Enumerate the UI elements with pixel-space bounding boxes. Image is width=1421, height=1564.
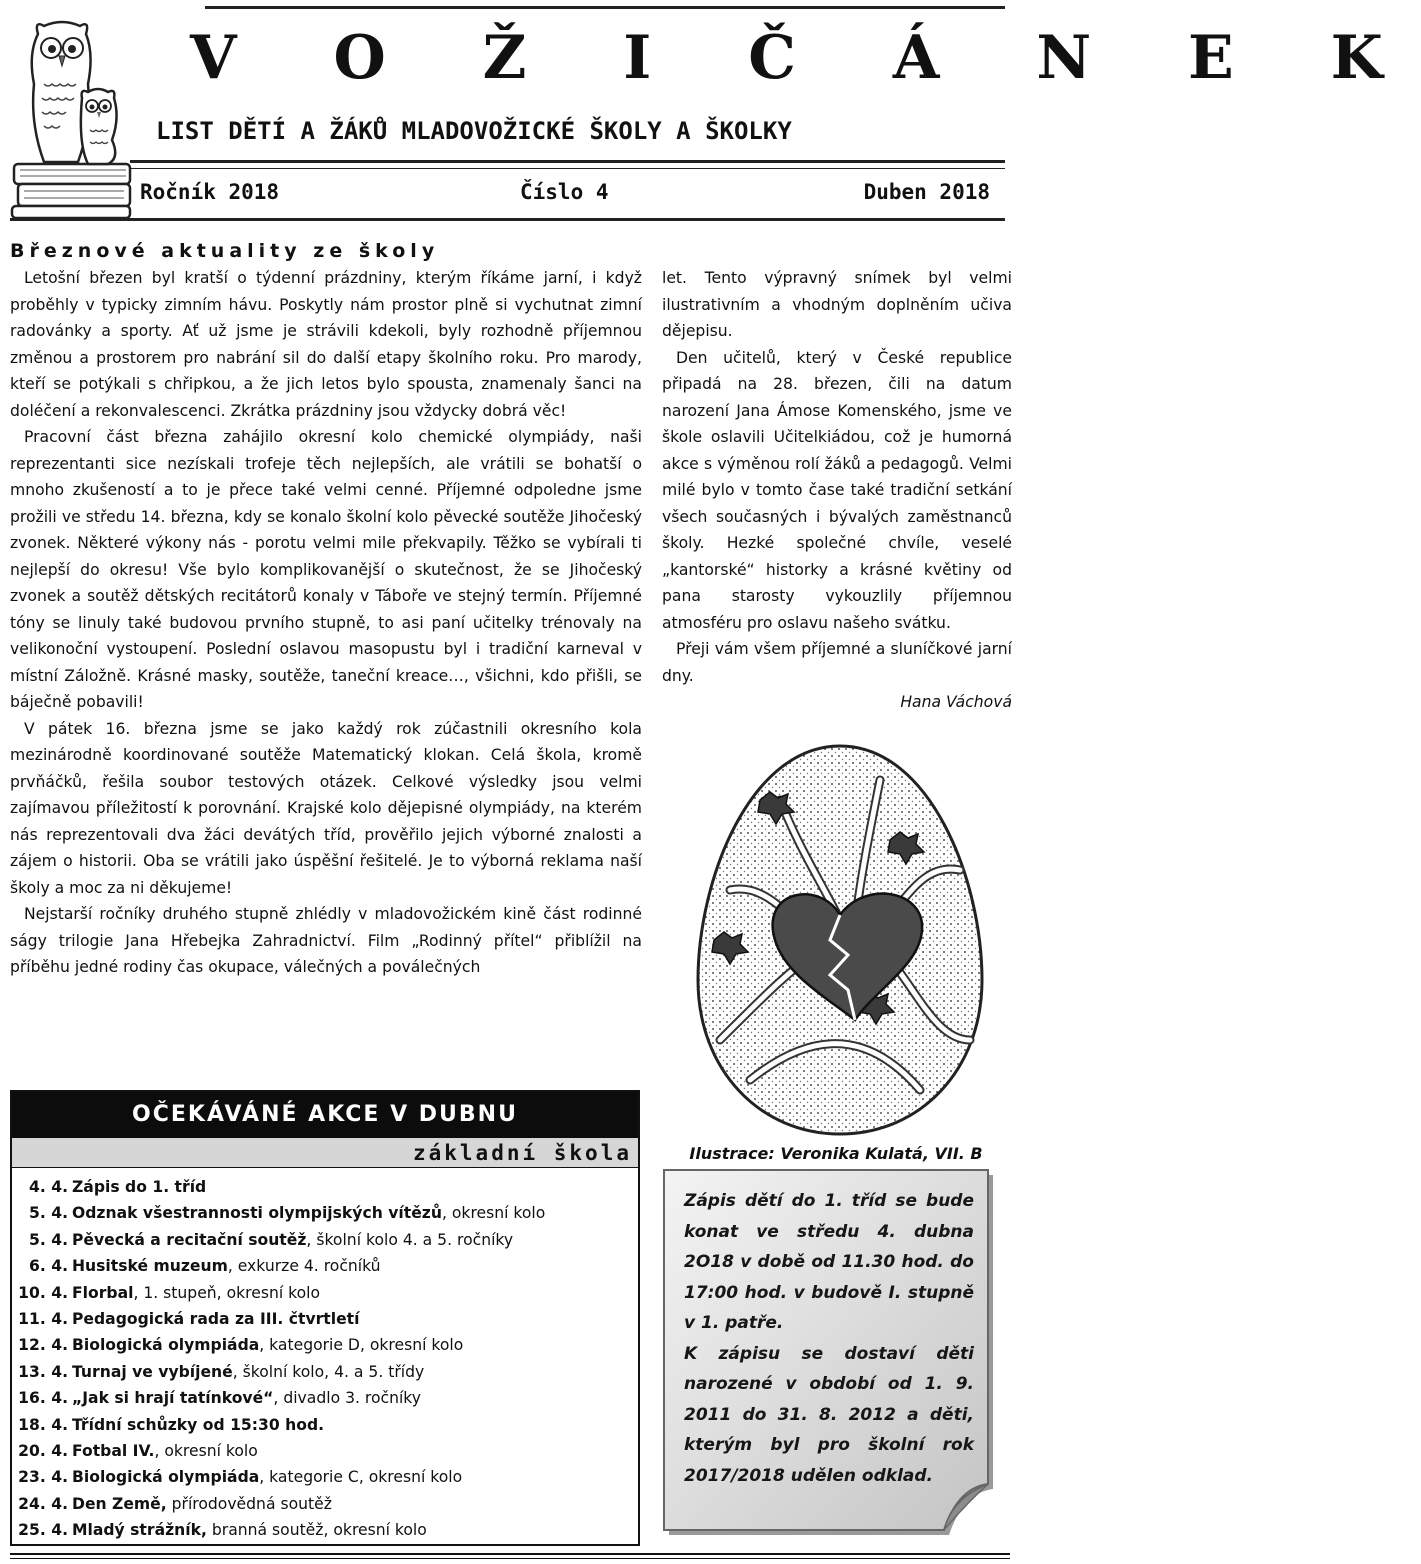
event-detail: , 1. stupeň, okresní kolo [133,1283,321,1302]
owls-on-books-logo [8,14,136,219]
event-name: Pěvecká a recitační soutěž [72,1230,307,1249]
event-item [12,1385,638,1411]
event-detail: branná soutěž, okresní kolo [206,1521,427,1540]
event-date: 6. 4. [29,1257,68,1276]
article-column-left [10,265,642,1065]
event-name: Odznak všestrannosti olympijských vítězů [72,1204,442,1223]
masthead-divider [130,160,1005,163]
enrollment-notice [660,1168,996,1536]
article-paragraph: Nejstarší ročníky druhého stupně zhlédly v mladovožickém kině část rodinné ságy trilogie Jana Hřebejka Zahradnictví. Film „Rodinný přítel“ přiblížil na příběhu jedné rodiny čas okupace, válečných a poválečných [10,905,642,976]
event-detail: přírodovědná soutěž [166,1494,332,1513]
event-item [12,1491,638,1517]
article-heading: Březnové aktuality ze školy [10,240,440,262]
event-name: „Jak si hrají tatínkové“ [72,1389,274,1408]
event-date: 20. 4. [18,1442,68,1461]
event-date: 25. 4. [18,1521,68,1540]
event-detail: , divadlo 3. ročníky [273,1389,421,1408]
event-name: Turnaj ve vybíjené [72,1362,233,1381]
event-detail: , kategorie D, okresní kolo [259,1336,464,1355]
event-item [12,1332,638,1358]
event-date: 5. 4. [29,1204,68,1223]
article-author: Hana Váchová [900,693,1012,711]
page-bottom-rule-thin [10,1558,1010,1559]
event-item [12,1464,638,1490]
issue-date: Duben 2018 [863,180,990,204]
event-detail: , exkurze 4. ročníků [227,1257,381,1276]
event-date: 23. 4. [18,1468,68,1487]
issue-number: Číslo 4 [520,180,609,204]
event-name: Mladý strážník, [72,1521,207,1540]
event-name: Třídní schůzky od 15:30 hod. [72,1415,325,1434]
notice-paragraph: K zápisu se dostaví děti narozené v období od 1. 9. 2011 do 31. 8. 2012 a děti, kterým byl pro školní rok 2017/2018 udělen odklad. [684,1343,974,1486]
event-item [12,1438,638,1464]
event-date: 13. 4. [18,1362,68,1381]
event-name: Biologická olympiáda [72,1336,260,1355]
event-detail: , kategorie C, okresní kolo [259,1468,463,1487]
article-paragraph: V pátek 16. března jsme se jako každý rok zúčastnili okresního kola mezinárodně koordinované soutěže Matematický klokan. Celá škola, kromě prvňáčků, řešila soubor testových otázek. Celkové výsledky jsou velmi zajímavou příležitostí k porovnání. Krajské kolo dějepisné olympiády, na kterém nás reprezentovali dva žáci devátých tříd, prověřilo jejich výborné znalosti a zájem o historii. Oba se vrátili jako úspěšní řešitelé. Je to výborná reklama naší školy a moc za ni děkujeme! [10,719,642,897]
volume-label: Ročník 2018 [140,180,280,204]
event-item [12,1517,638,1543]
event-detail: , okresní kolo [154,1442,258,1461]
event-name: Den Země, [72,1494,167,1513]
event-item [12,1412,638,1438]
event-date: 12. 4. [18,1336,68,1355]
issue-info-row [140,177,990,207]
event-item [12,1174,638,1200]
illustration-caption: Ilustrace: Veronika Kulatá, VII. B [689,1144,983,1163]
event-name: Husitské muzeum [72,1257,228,1276]
enrollment-notice-text [684,1186,974,1491]
events-list [12,1174,638,1544]
newsletter-subtitle: LIST DĚTÍ A ŽÁKŮ MLADOVOŽICKÉ ŠKOLY A ŠKOLKY [156,117,792,145]
event-date: 5. 4. [29,1230,68,1249]
page-bottom-rule [10,1553,1010,1555]
event-detail: , školní kolo, 4. a 5. třídy [232,1362,425,1381]
event-date: 11. 4. [18,1310,68,1329]
article-paragraph: Den učitelů, který v České republice připadá na 28. březen, čili na datum narození Jana Ámose Komenského, jsme ve škole oslavili Učitelkiádou, což je humorná akce s výměnou rolí žáků a pedagogů. Velmi milé bylo v tomto čase také tradiční setkání všech současných i bývalých zaměstnanců školy. Hezké společné chvíle, veselé „kantorské“ historky a krásné květiny od pana starosty vykouzlily příjemnou atmosféru pro oslavu našeho svátku. [662,348,1012,632]
event-date: 18. 4. [18,1415,68,1434]
event-item [12,1253,638,1279]
event-date: 24. 4. [18,1494,68,1513]
events-subtitle: základní škola [12,1138,638,1168]
article-paragraph: Přeji vám všem příjemné a sluníčkové jarní dny. [662,640,1012,685]
event-item [12,1227,638,1253]
easter-egg-broken-heart-illustration [690,740,990,1140]
upcoming-events-box [10,1090,640,1546]
event-date: 4. 4. [29,1178,68,1196]
notice-paragraph: Zápis dětí do 1. tříd se bude konat ve středu 4. dubna 2O18 v době od 11.30 hod. do 17:00 hod. v budově I. stupně v 1. patře. [684,1191,974,1333]
event-name: Zápis do 1. tříd [72,1178,207,1196]
masthead-top-rule [205,6,1005,9]
article-paragraph: let. Tento výpravný snímek byl velmi ilustrativním a vhodným doplněním učiva dějepisu. [662,269,1012,340]
event-name: Biologická olympiáda [72,1468,260,1487]
event-name: Pedagogická rada za III. čtvrtletí [72,1310,360,1329]
masthead-bottom-rule [10,218,1005,221]
masthead [0,0,1421,225]
event-detail: , okresní kolo [441,1204,546,1223]
events-title: OČEKÁVÁNÉ AKCE V DUBNU [12,1092,638,1138]
event-item [12,1359,638,1385]
event-date: 10. 4. [18,1283,68,1302]
event-name: Fotbal IV. [72,1442,155,1461]
event-item [12,1280,638,1306]
article-paragraph: Pracovní část března zahájilo okresní kolo chemické olympiády, naši reprezentanti sice nezískali trofeje těch nejlepších, ale vrátili se bohatší o mnoho zkušeností a to je přece také velmi cenné. Příjemné odpoledne jsme prožili ve středu 14. března, kdy se konalo školní kolo pěvecké soutěže Jihočeský zvonek. Některé výkony nás - porotu velmi mile překvapily. Těžko se vybírali ti nejlepší do okresu! Vše bylo komplikovanější o skutečnost, že se Jihočeský zvonek a soutěž dětských recitátorů konaly v Táboře ve stejný termín. Příjemné tóny se linuly také budovou prvního stupně, to asi paní učitelky trénovaly na velikonoční vystoupení. Poslední oslavou masopustu byl i tradiční karneval v místní Záložně. Krásné masky, soutěže, taneční kreace…, všichni, kdo přišli, se báječně pobavili! [10,428,642,711]
event-date: 16. 4. [18,1389,68,1408]
article-column-right [662,265,1012,716]
event-detail: , školní kolo 4. a 5. ročníky [306,1230,514,1249]
article-paragraph: Letošní březen byl kratší o týdenní prázdniny, kterým říkáme jarní, i když proběhly v typicky zimním hávu. Poskytly nám prostor plně si vychutnat zimní radovánky a sporty. Ať už jsme je strávili kdekoli, byly rozhodně příjemnou změnou a prostorem pro nabrání sil do další etapy školního roku. Pro marody, kteří se potýkali s chřipkou, a že jich letos bylo spousta, znamenaly šanci na doléčení a rekonvalescenci. Zkrátka prázdniny jsou vždycky dobrá věc! [10,269,642,420]
event-name: Florbal [72,1283,134,1302]
event-item [12,1200,638,1226]
masthead-divider-thin [130,168,1005,169]
event-item [12,1306,638,1332]
newsletter-title: V O Ž I Č Á N E K [190,23,1421,93]
